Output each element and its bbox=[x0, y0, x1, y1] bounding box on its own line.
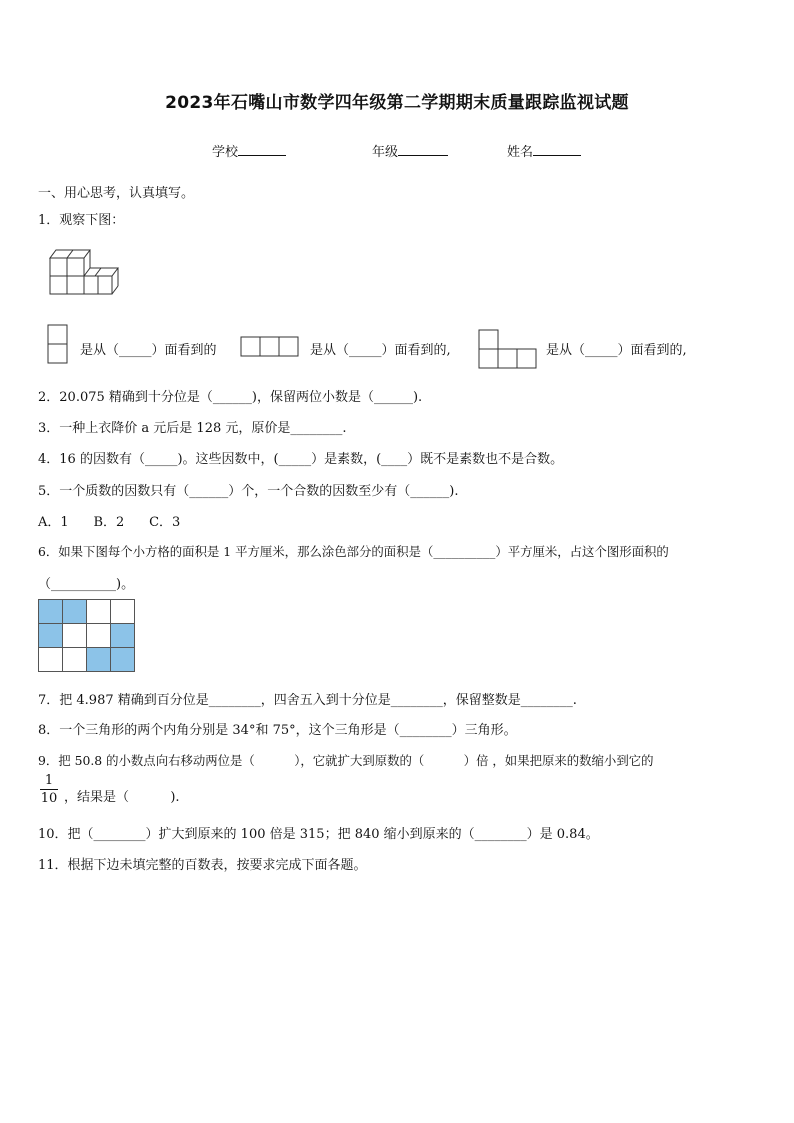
grid-cell bbox=[87, 624, 111, 648]
school-blank bbox=[238, 143, 286, 156]
name-label: 姓名 bbox=[507, 145, 534, 160]
grid-cell-shaded bbox=[111, 648, 135, 672]
school-label: 学校 bbox=[212, 145, 239, 160]
question-1-stem: 1．观察下图： bbox=[38, 213, 125, 228]
fraction-one-tenth bbox=[40, 772, 58, 808]
grid-cell bbox=[39, 648, 63, 672]
grid-cell bbox=[63, 648, 87, 672]
view-3-text: 是从（_____）面看到的, bbox=[546, 343, 687, 358]
name-field bbox=[507, 141, 581, 160]
cube-solid-figure bbox=[47, 244, 119, 298]
view-1-text: 是从（_____）面看到的 bbox=[80, 343, 217, 358]
question-3: 3．一种上衣降价 a 元后是 128 元，原价是________. bbox=[38, 421, 347, 436]
view-2-text: 是从（_____）面看到的, bbox=[310, 343, 451, 358]
grade-label: 年级 bbox=[372, 145, 399, 160]
grid-cell bbox=[111, 600, 135, 624]
question-6-line-1: 6．如果下图每个小方格的面积是 1 平方厘米，那么涂色部分的面积是（__________）平方厘米，占这个图形面积的 bbox=[38, 544, 669, 559]
view-3-figure bbox=[477, 328, 539, 370]
name-blank bbox=[533, 143, 581, 156]
grid-cell-shaded bbox=[39, 624, 63, 648]
grade-blank bbox=[398, 143, 448, 156]
section-heading: 一、用心思考，认真填写。 bbox=[38, 186, 195, 201]
view-2-figure bbox=[240, 336, 302, 358]
shaded-grid-figure bbox=[38, 599, 135, 672]
question-9-line-2: ，结果是（ ). bbox=[64, 790, 180, 805]
fraction-numerator: 1 bbox=[40, 772, 58, 790]
grade-field bbox=[372, 141, 448, 160]
school-field bbox=[212, 141, 286, 160]
question-5-options: A．1 B．2 C．3 bbox=[38, 515, 181, 530]
view-1-figure bbox=[46, 323, 70, 367]
grid-cell-shaded bbox=[39, 600, 63, 624]
question-4: 4．16 的因数有（_____)。这些因数中，(_____）是素数，(____）既不是素数也不是合数。 bbox=[38, 452, 564, 467]
question-7: 7．把 4.987 精确到百分位是________，四舍五入到十分位是________，保留整数是________. bbox=[38, 693, 577, 708]
question-2: 2．20.075 精确到十分位是（______)，保留两位小数是（______). bbox=[38, 390, 423, 405]
question-6-line-2: （__________)。 bbox=[38, 577, 135, 592]
grid-cell bbox=[87, 600, 111, 624]
grid-cell bbox=[63, 624, 87, 648]
page-title: 2023年石嘴山市数学四年级第二学期期末质量跟踪监视试题 bbox=[165, 93, 629, 113]
question-11: 11．根据下边未填完整的百数表，按要求完成下面各题。 bbox=[38, 858, 367, 873]
grid-cell-shaded bbox=[87, 648, 111, 672]
question-5: 5．一个质数的因数只有（______）个，一个合数的因数至少有（______). bbox=[38, 484, 459, 499]
question-10: 10．把（________）扩大到原来的 100 倍是 315；把 840 缩小到原来的（________）是 0.84。 bbox=[38, 827, 599, 842]
question-8: 8．一个三角形的两个内角分别是 34°和 75°，这个三角形是（________）三角形。 bbox=[38, 723, 517, 738]
grid-cell-shaded bbox=[63, 600, 87, 624]
question-9-line-1: 9．把 50.8 的小数点向右移动两位是（ ），它就扩大到原数的（ ）倍 ，如果把原来的数缩小到它的 bbox=[38, 753, 654, 768]
grid-cell-shaded bbox=[111, 624, 135, 648]
fraction-denominator: 10 bbox=[40, 791, 58, 806]
